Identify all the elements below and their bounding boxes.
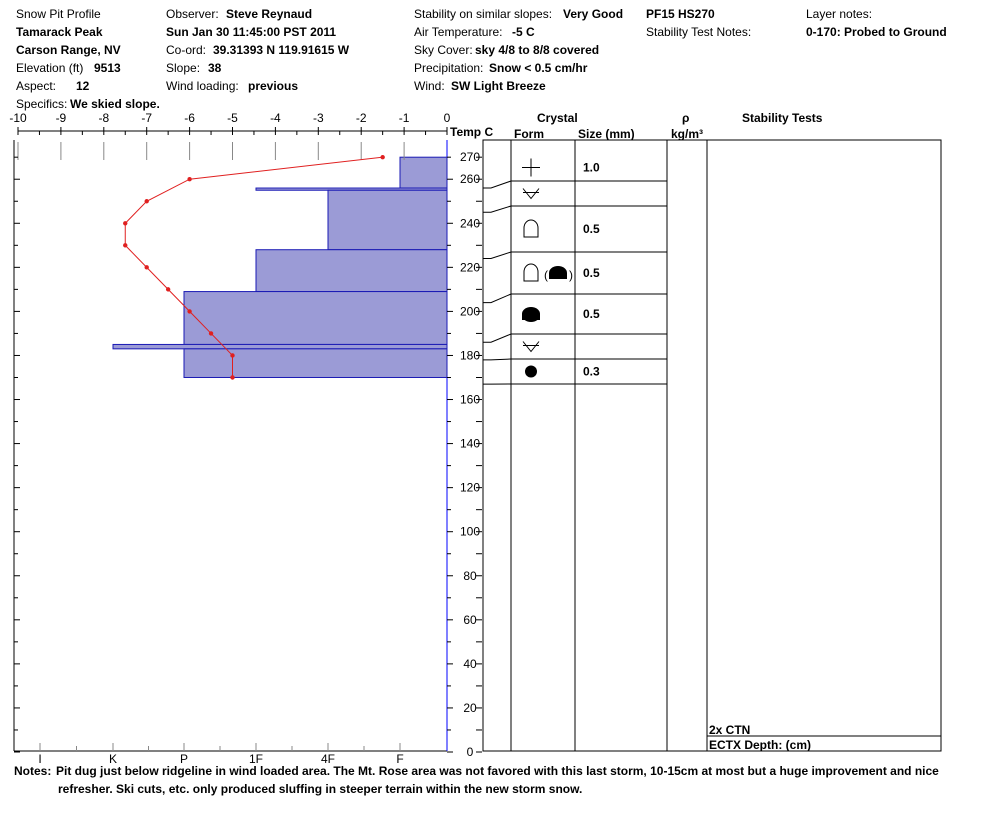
air-temp-value: -5 C — [512, 25, 535, 39]
specifics-label: Specifics: — [16, 97, 68, 111]
pit-profile-title: Snow Pit Profile — [16, 7, 101, 21]
layer-notes-value: 0-170: Probed to Ground — [806, 25, 947, 39]
layer-connector — [483, 294, 511, 303]
height-tick-label: 160 — [459, 392, 481, 407]
crystal-size-value: 0.5 — [583, 266, 600, 280]
height-tick-label: 40 — [463, 656, 477, 671]
temp-tick-label: 0 — [443, 111, 451, 125]
temp-tick-label: -5 — [227, 111, 238, 125]
precip-label: Precipitation: — [414, 61, 484, 75]
height-tick-label: 260 — [459, 172, 481, 187]
temperature-point — [145, 199, 149, 203]
notes-line-1: Pit dug just below ridgeline in wind loaded area. The Mt. Rose area was not favored with this last storm, 10-15cm at most but a huge improvement and nice — [56, 764, 939, 778]
location: Tamarack Peak — [16, 25, 103, 39]
surface-hoar-icon — [523, 189, 539, 199]
wind-loading-value: previous — [248, 79, 299, 93]
temperature-point — [230, 375, 234, 379]
temp-tick-label: -10 — [9, 111, 27, 125]
temperature-point — [123, 243, 127, 247]
hardness-tick-label: I — [38, 752, 42, 766]
crystal-form-halfdisc — [522, 307, 540, 322]
temperature-point — [209, 331, 213, 335]
crystal-size-value: 1.0 — [583, 160, 600, 175]
hardness-layer-1 — [400, 157, 447, 188]
size-column-header: Size (mm) — [578, 127, 635, 141]
elevation-label: Elevation (ft) — [16, 61, 84, 75]
coord-label: Co-ord: — [166, 43, 207, 57]
layer-connector — [483, 359, 511, 360]
hardness-layer-6 — [113, 344, 447, 348]
hardness-tick-label: F — [396, 752, 404, 766]
height-tick-label: 220 — [459, 260, 481, 275]
hardness-tick-label: P — [179, 752, 189, 766]
range: Carson Range, NV — [16, 43, 121, 57]
elevation-value: 9513 — [94, 61, 121, 75]
stability-value: Very Good — [563, 7, 624, 21]
crystal-size-value: 0.3 — [583, 364, 600, 379]
rho-column-header: ρ — [682, 111, 690, 125]
layer-connector — [483, 181, 511, 188]
height-tick-label: 270 — [459, 150, 481, 165]
stability-notes-label: Stability Test Notes: — [646, 25, 752, 39]
sky-label: Sky Cover: — [414, 43, 473, 57]
wind-value: SW Light Breeze — [451, 79, 546, 93]
crystal-form-surface-hoar — [523, 189, 539, 199]
temp-tick-label: -9 — [55, 111, 67, 125]
height-tick-label: 240 — [459, 216, 481, 231]
height-tick-label: 140 — [459, 436, 481, 451]
layer-connector — [483, 206, 511, 212]
temp-tick-label: -8 — [98, 111, 110, 125]
hardness-layer-7 — [184, 349, 447, 378]
temp-tick-label: -4 — [270, 111, 281, 125]
arch-icon — [524, 220, 538, 237]
height-tick-label: 0 — [466, 745, 474, 759]
crystal-form-surface-hoar — [523, 342, 539, 352]
slope-label: Slope: — [166, 61, 201, 75]
notes-line-2: refresher. Ski cuts, etc. only produced sluffing in steeper terrain within the new storm snow. — [58, 782, 583, 796]
height-tick-label: 20 — [463, 700, 477, 715]
temperature-point — [123, 221, 127, 225]
crystal-table-frame — [483, 140, 941, 751]
height-tick-label: 60 — [463, 612, 477, 627]
wind-label: Wind: — [414, 79, 445, 93]
sky-value: sky 4/8 to 8/8 covered — [475, 43, 600, 57]
hardness-layer-5 — [184, 292, 447, 345]
coord-value: 39.31393 N 119.91615 W — [213, 43, 350, 57]
halfdisc-icon — [549, 266, 567, 279]
crystal-column-header: Crystal — [537, 111, 578, 125]
layer-connector — [483, 252, 511, 259]
halfdisc-body — [522, 308, 540, 322]
height-tick-label: 180 — [459, 348, 481, 363]
temp-tick-label: -6 — [184, 111, 195, 125]
arch-icon — [524, 264, 538, 281]
height-tick-label: 100 — [459, 524, 481, 539]
paren-close-icon: ) — [569, 268, 573, 282]
temp-column-header: Temp C — [450, 125, 494, 139]
aspect-value: 12 — [76, 79, 90, 93]
temp-tick-label: -3 — [312, 111, 324, 125]
hardness-tick-label: K — [108, 752, 118, 766]
precip-value: Snow < 0.5 cm/hr — [489, 61, 588, 75]
paren-open-icon: ( — [544, 268, 548, 282]
temperature-point — [187, 177, 191, 181]
stability-test-1: 2x CTN — [709, 723, 751, 737]
crystal-form-plus — [522, 159, 540, 177]
temperature-point — [187, 309, 191, 313]
height-tick-label: 200 — [459, 304, 481, 319]
crystal-form-dot — [525, 366, 537, 378]
crystal-size-value: 0.5 — [583, 222, 600, 236]
hardness-layer-3 — [328, 190, 447, 249]
datetime: Sun Jan 30 11:45:00 PST 2011 — [166, 25, 337, 39]
observer-value: Steve Reynaud — [226, 7, 313, 21]
crystal-form-arch — [524, 220, 538, 237]
form-column-header: Form — [514, 127, 544, 141]
temperature-point — [145, 265, 149, 269]
layer-connector — [483, 334, 511, 342]
density-unit-header: kg/m³ — [671, 127, 704, 141]
height-tick-label: 80 — [463, 568, 477, 583]
temp-tick-label: -7 — [141, 111, 153, 125]
hardness-tick-label: 4F — [320, 752, 336, 766]
aspect-label: Aspect: — [16, 79, 57, 93]
layer-notes-label: Layer notes: — [806, 7, 873, 21]
specifics-value: We skied slope. — [70, 97, 160, 111]
temperature-point — [380, 155, 384, 159]
height-tick-label: 120 — [459, 480, 481, 495]
surface-hoar-icon — [523, 342, 539, 352]
air-temp-label: Air Temperature: — [414, 25, 503, 39]
wind-loading-label: Wind loading: — [166, 79, 239, 93]
temperature-point — [230, 353, 234, 357]
temp-tick-label: -2 — [355, 111, 367, 125]
temperature-point — [166, 287, 170, 291]
notes-label: Notes: — [14, 764, 52, 778]
slope-value: 38 — [208, 61, 222, 75]
dot-icon — [525, 366, 537, 378]
pf-hs: PF15 HS270 — [646, 7, 715, 21]
stability-tests-header: Stability Tests — [742, 111, 823, 125]
temp-tick-label: -1 — [398, 111, 410, 125]
hardness-layer-4 — [256, 250, 447, 292]
crystal-size-value: 0.5 — [583, 307, 600, 321]
stability-label: Stability on similar slopes: — [414, 7, 553, 21]
hardness-tick-label: 1F — [248, 752, 264, 766]
observer-label: Observer: — [166, 7, 219, 21]
stability-test-2: ECTX Depth: (cm) — [709, 738, 811, 752]
crystal-form-arch-paren-halfdisc — [524, 264, 573, 282]
